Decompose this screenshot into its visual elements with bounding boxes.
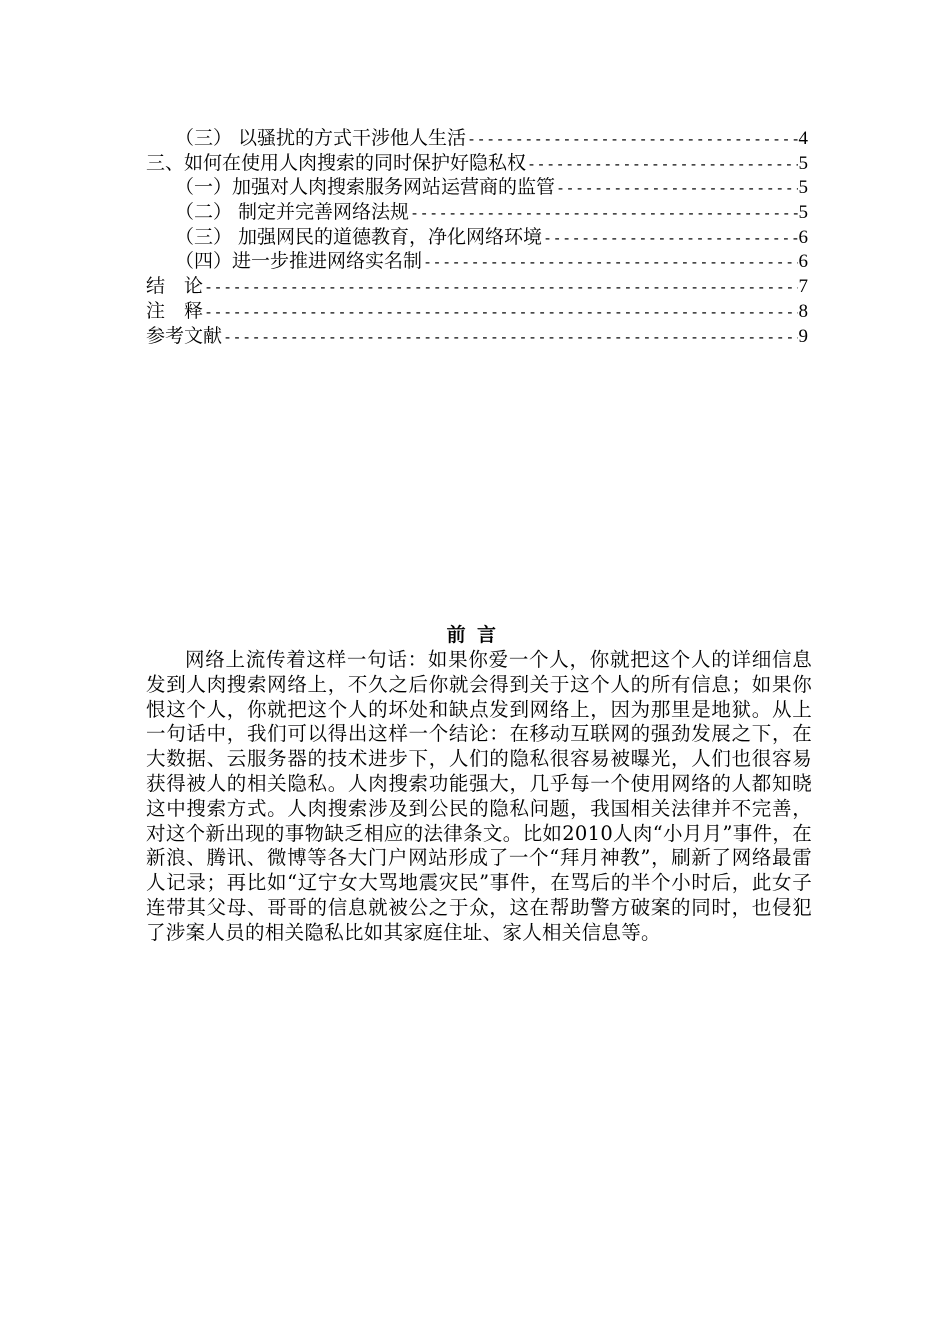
toc-entry[interactable] bbox=[146, 274, 808, 299]
toc-entry-page: 5 bbox=[798, 177, 808, 199]
toc-entry[interactable] bbox=[146, 151, 808, 176]
table-of-contents bbox=[146, 126, 808, 348]
toc-leader bbox=[223, 325, 797, 350]
toc-entry-label: （三） 以骚扰的方式干涉他人生活 bbox=[175, 127, 467, 149]
toc-entry[interactable] bbox=[146, 299, 808, 324]
toc-entry[interactable] bbox=[146, 324, 808, 349]
toc-leader bbox=[467, 127, 797, 152]
toc-entry-label: 注 释 bbox=[146, 299, 204, 322]
toc-entry-label: （三） 加强网民的道德教育，净化网络环境 bbox=[175, 225, 543, 248]
toc-entry[interactable] bbox=[146, 225, 808, 250]
toc-leader bbox=[423, 250, 797, 275]
toc-leader bbox=[204, 300, 797, 325]
toc-leader bbox=[543, 226, 797, 251]
toc-entry-label: 三、如何在使用人肉搜索的同时保护好隐私权 bbox=[146, 151, 527, 174]
toc-entry-label: （一）加强对人肉搜索服务网站运营商的监管 bbox=[175, 176, 556, 199]
toc-entry-page: 5 bbox=[798, 152, 808, 174]
preface-body: 网络上流传着这样一句话：如果你爱一个人，你就把这个人的详细信息发到人肉搜索网络上，不久之后你就会得到关于这个人的所有信息；如果你恨这个人，你就把这个人的坏处和缺点发到网络上，因为那里是地狱。从上一句话中，我们可以得出这样一个结论：在移动互联网的强劲发展之下，在大数据、云服务器的技术进步下，人们的隐私很容易被曝光，人们也很容易获得被人的相关隐私。人肉搜索功能强大，几乎每一个使用网络的人都知晓这中搜索方式。人肉搜索涉及到公民的隐私问题，我国相关法律并不完善，对这个新出现的事物缺乏相应的法律条文。比如2010人肉“小月月”事件，在新浪、腾讯、微博等各大门户网站形成了一个“拜月神教”，刷新了网络最雷人记录；再比如“辽宁女大骂地震灾民”事件，在骂后的半个小时后，此女子连带其父母、哥哥的信息就被公之于众，这在帮助警方破案的同时，也侵犯了涉案人员的相关隐私比如其家庭住址、家人相关信息等。 bbox=[146, 648, 812, 944]
toc-entry-page: 8 bbox=[798, 300, 808, 322]
toc-entry-page: 6 bbox=[798, 251, 808, 273]
toc-entry[interactable] bbox=[146, 249, 808, 274]
toc-entry-label: 参考文献 bbox=[146, 324, 223, 347]
toc-entry[interactable] bbox=[146, 175, 808, 200]
toc-entry-page: 9 bbox=[798, 325, 808, 347]
toc-entry-label: （二） 制定并完善网络法规 bbox=[175, 201, 410, 224]
toc-entry-label: 结 论 bbox=[146, 275, 204, 298]
toc-entry-page: 7 bbox=[798, 276, 808, 298]
toc-entry-page: 4 bbox=[798, 128, 808, 149]
toc-leader bbox=[410, 201, 797, 226]
toc-entry[interactable] bbox=[146, 126, 808, 151]
toc-leader bbox=[527, 152, 797, 177]
toc-entry[interactable] bbox=[146, 200, 808, 225]
toc-leader bbox=[204, 275, 797, 300]
toc-leader bbox=[556, 176, 797, 201]
toc-entry-label: （四）进一步推进网络实名制 bbox=[175, 250, 423, 273]
toc-entry-page: 5 bbox=[798, 202, 808, 224]
toc-entry-page: 6 bbox=[798, 226, 808, 248]
preface-title: 前言 bbox=[446, 624, 508, 646]
